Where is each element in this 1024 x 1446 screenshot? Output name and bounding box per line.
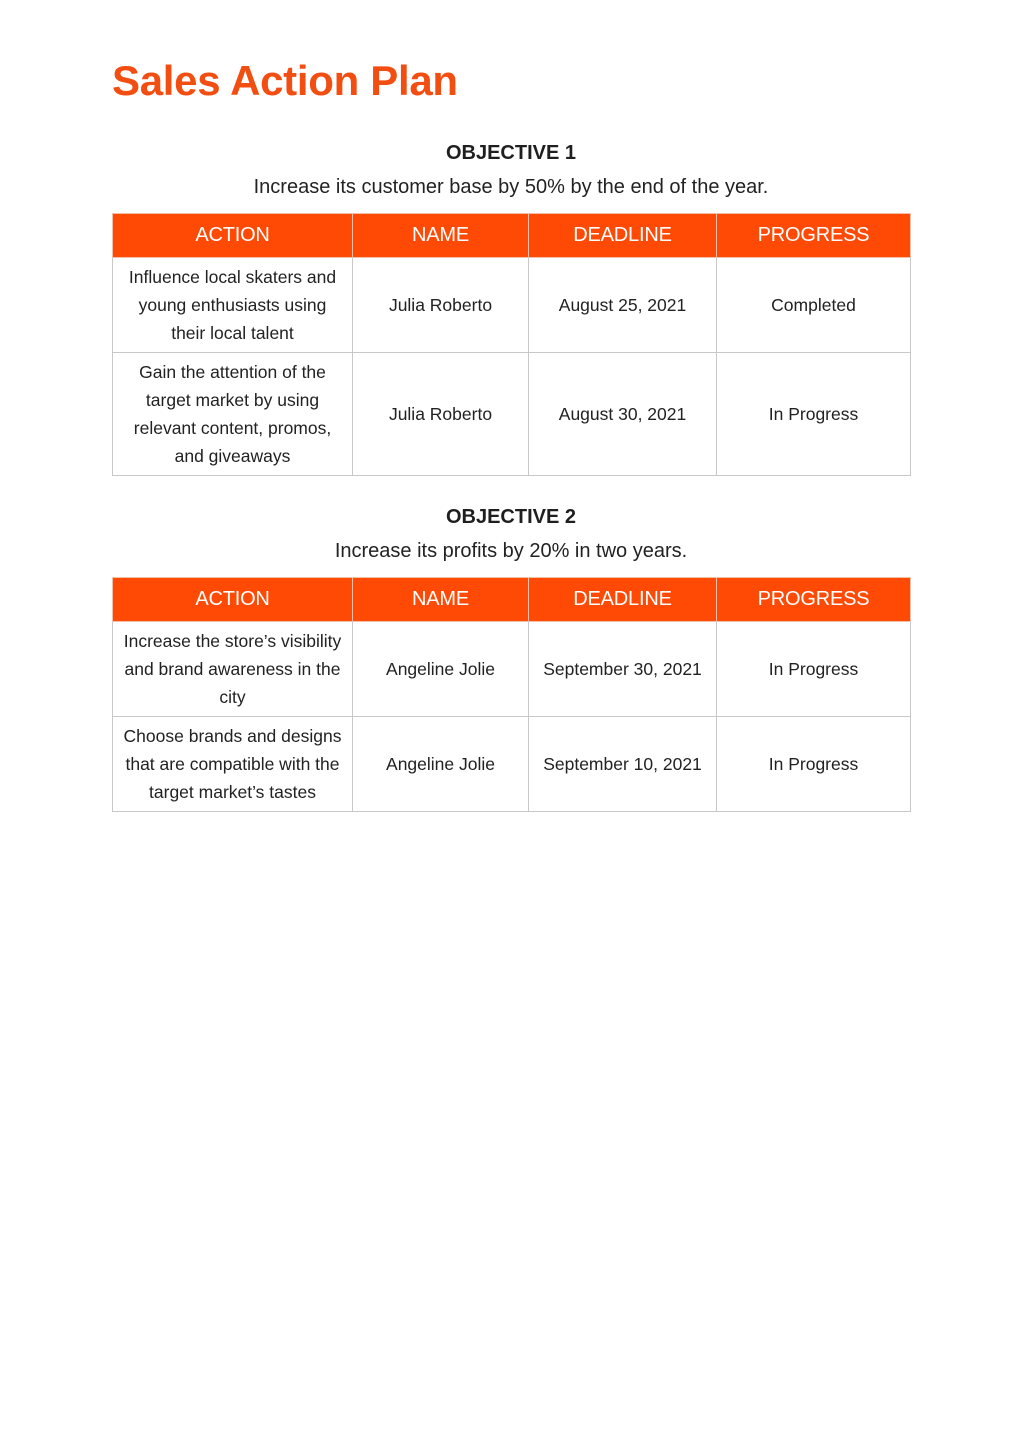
objective-1-description: Increase its customer base by 50% by the end of the year. [253, 176, 769, 198]
deadline-cell: August 25, 2021 [529, 258, 717, 353]
column-header-deadline: DEADLINE [529, 214, 717, 258]
progress-cell: In Progress [717, 622, 911, 717]
objective-1-table [112, 213, 911, 476]
objective-1-heading: OBJECTIVE 1 [445, 142, 577, 164]
table-row [113, 258, 911, 353]
progress-cell: Completed [717, 258, 911, 353]
name-cell: Julia Roberto [353, 258, 529, 353]
table-row [113, 353, 911, 476]
progress-cell: In Progress [717, 353, 911, 476]
column-header-progress: PROGRESS [717, 214, 911, 258]
deadline-cell: September 30, 2021 [529, 622, 717, 717]
action-cell: Increase the store’s visibility and brand awareness in the city [113, 622, 353, 717]
objective-2-header [112, 504, 910, 564]
deadline-cell: August 30, 2021 [529, 353, 717, 476]
table-header-row [113, 214, 911, 258]
document-title: Sales Action Plan [112, 57, 458, 104]
column-header-progress: PROGRESS [717, 578, 911, 622]
column-header-name: NAME [353, 578, 529, 622]
table-row [113, 717, 911, 812]
objective-2-table [112, 577, 911, 812]
column-header-action: ACTION [113, 578, 353, 622]
name-cell: Angeline Jolie [353, 717, 529, 812]
objective-2-heading: OBJECTIVE 2 [445, 506, 577, 528]
action-cell: Influence local skaters and young enthusiasts using their local talent [113, 258, 353, 353]
column-header-name: NAME [353, 214, 529, 258]
table-row [113, 622, 911, 717]
name-cell: Julia Roberto [353, 353, 529, 476]
progress-cell: In Progress [717, 717, 911, 812]
action-cell: Choose brands and designs that are compatible with the target market’s tastes [113, 717, 353, 812]
objective-1-header [112, 140, 910, 200]
column-header-deadline: DEADLINE [529, 578, 717, 622]
name-cell: Angeline Jolie [353, 622, 529, 717]
table-header-row [113, 578, 911, 622]
objective-2-description: Increase its profits by 20% in two years. [334, 540, 688, 562]
deadline-cell: September 10, 2021 [529, 717, 717, 812]
column-header-action: ACTION [113, 214, 353, 258]
action-cell: Gain the attention of the target market by using relevant content, promos, and giveaways [113, 353, 353, 476]
